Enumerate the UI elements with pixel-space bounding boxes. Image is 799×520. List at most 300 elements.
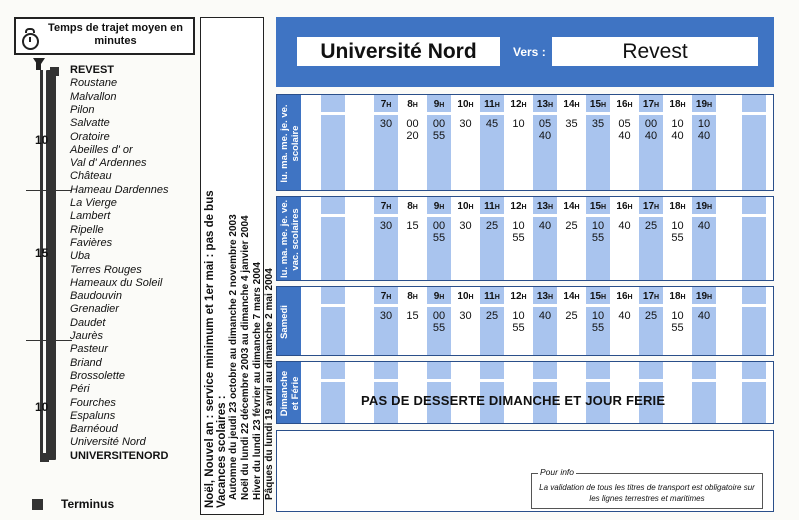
notes-line: Vacances scolaires : bbox=[216, 395, 228, 508]
hour-suffix: H bbox=[494, 102, 500, 109]
hour-suffix: H bbox=[548, 204, 554, 211]
hour-label bbox=[454, 201, 478, 212]
tick-top bbox=[36, 62, 41, 70]
hour-suffix: H bbox=[386, 102, 392, 109]
hour-suffix: H bbox=[468, 102, 474, 109]
info-label: Pour info bbox=[540, 467, 575, 477]
edge-column bbox=[321, 287, 345, 355]
stop-name: Lambert bbox=[70, 210, 111, 223]
notes-line: Noël du lundi 22 décembre 2003 au dimanche 4 janvier 2004 bbox=[240, 215, 251, 500]
minute-value: 35 bbox=[591, 118, 605, 130]
minute-value: 30 bbox=[459, 220, 472, 232]
stop-name: Espaluns bbox=[70, 409, 116, 422]
stop-name: Université Nord bbox=[70, 436, 146, 449]
stop-name: Baudouvin bbox=[70, 290, 122, 303]
minute-value: 15 bbox=[406, 310, 419, 322]
minute-value: 10 bbox=[591, 220, 605, 232]
hour-number: 13 bbox=[536, 201, 549, 212]
schedule-day-text bbox=[279, 99, 301, 188]
hour-number: 15 bbox=[589, 201, 602, 212]
info-box bbox=[531, 467, 763, 509]
stop-name: Briand bbox=[70, 356, 102, 369]
hour-suffix: H bbox=[521, 294, 527, 301]
stop-name: Favières bbox=[70, 236, 113, 249]
hour-suffix: H bbox=[412, 204, 418, 211]
departure-minutes bbox=[586, 310, 610, 334]
stop-name: Brossolette bbox=[70, 369, 126, 382]
departure-minutes bbox=[480, 118, 504, 130]
hour-suffix: H bbox=[654, 294, 660, 301]
departure-minutes bbox=[613, 310, 637, 322]
hour-suffix: H bbox=[548, 102, 554, 109]
hour-suffix: H bbox=[680, 102, 686, 109]
minute-value: 25 bbox=[485, 220, 499, 232]
stop-name: Uba bbox=[70, 250, 91, 263]
minute-value: 15 bbox=[406, 220, 419, 232]
hour-number: 9 bbox=[433, 291, 440, 302]
travel-time-title: Temps de trajet moyen en minutes bbox=[48, 22, 183, 47]
stop-name: Grenadier bbox=[70, 303, 119, 316]
segment-minutes: 15 bbox=[35, 246, 49, 260]
departure-minutes bbox=[401, 310, 425, 322]
hour-label bbox=[613, 291, 637, 302]
hour-suffix: H bbox=[468, 294, 474, 301]
departure-minutes bbox=[533, 220, 557, 232]
minute-value: 40 bbox=[538, 130, 552, 142]
hour-number: 12 bbox=[510, 201, 522, 212]
hour-suffix: H bbox=[627, 102, 633, 109]
hour-number: 12 bbox=[510, 99, 522, 110]
hour-label bbox=[454, 291, 478, 302]
hour-label bbox=[427, 99, 451, 110]
edge-column bbox=[742, 95, 766, 190]
travel-time-box bbox=[14, 17, 195, 55]
hour-number: 15 bbox=[589, 99, 602, 110]
hour-label bbox=[586, 291, 610, 302]
schedule-day-label bbox=[277, 287, 301, 355]
hour-number: 10 bbox=[457, 291, 469, 302]
hour-label bbox=[666, 201, 690, 212]
day-line: Dimanche bbox=[279, 370, 290, 417]
hour-suffix: H bbox=[494, 204, 500, 211]
hour-suffix: H bbox=[386, 294, 392, 301]
schedule-day-text bbox=[279, 291, 290, 353]
stop-name: REVEST bbox=[70, 64, 115, 76]
hour-label bbox=[586, 99, 610, 110]
day-line: Samedi bbox=[279, 305, 290, 339]
hour-suffix: H bbox=[627, 294, 633, 301]
departure-minutes bbox=[374, 310, 398, 322]
hour-number: 19 bbox=[695, 201, 708, 212]
departure-minutes bbox=[401, 118, 425, 142]
hour-suffix: H bbox=[601, 204, 607, 211]
hour-number: 17 bbox=[642, 201, 655, 212]
departure-minutes bbox=[586, 118, 610, 130]
schedule-panel bbox=[276, 361, 774, 424]
departure-minutes bbox=[639, 118, 663, 142]
hour-label bbox=[427, 291, 451, 302]
hour-suffix: H bbox=[439, 102, 445, 109]
hour-separator bbox=[301, 214, 773, 217]
minute-value: 25 bbox=[565, 310, 578, 322]
terminus-start-square bbox=[50, 67, 59, 76]
schedule-day-text bbox=[279, 366, 301, 421]
minute-value: 10 bbox=[697, 118, 711, 130]
schedule-panel bbox=[276, 196, 774, 281]
hour-number: 13 bbox=[536, 99, 549, 110]
minute-value: 10 bbox=[512, 310, 525, 322]
minute-value: 40 bbox=[538, 220, 552, 232]
departure-minutes bbox=[427, 220, 451, 244]
departure-minutes bbox=[454, 220, 478, 232]
minute-value: 55 bbox=[671, 232, 684, 244]
hour-number: 19 bbox=[695, 291, 708, 302]
hour-label bbox=[401, 291, 425, 302]
minute-value: 00 bbox=[406, 118, 419, 130]
hour-label bbox=[507, 99, 531, 110]
minute-value: 10 bbox=[671, 310, 684, 322]
minute-value: 55 bbox=[591, 322, 605, 334]
hour-label bbox=[533, 291, 557, 302]
minute-value: 30 bbox=[379, 220, 393, 232]
stop-name: Malvallon bbox=[70, 90, 117, 103]
hour-label bbox=[639, 99, 663, 110]
hour-label bbox=[374, 201, 398, 212]
edge-column bbox=[742, 287, 766, 355]
departure-minutes bbox=[639, 310, 663, 322]
hour-number: 11 bbox=[484, 99, 495, 110]
hour-suffix: H bbox=[601, 294, 607, 301]
minute-value: 10 bbox=[671, 220, 684, 232]
clock-icon bbox=[22, 33, 39, 50]
departure-minutes bbox=[692, 310, 716, 322]
hour-label bbox=[560, 291, 584, 302]
minute-value: 55 bbox=[432, 322, 446, 334]
hour-number: 10 bbox=[457, 201, 469, 212]
stop-name: Château bbox=[70, 170, 112, 183]
hour-suffix: H bbox=[680, 204, 686, 211]
notes-line: Automne du jeudi 23 octobre au dimanche 2 novembre 2003 bbox=[228, 214, 239, 500]
hour-number: 8 bbox=[407, 291, 413, 302]
stop-name: Ripelle bbox=[70, 223, 104, 236]
hour-label bbox=[639, 201, 663, 212]
departure-minutes bbox=[401, 220, 425, 232]
minute-value: 55 bbox=[512, 232, 525, 244]
hour-label bbox=[613, 99, 637, 110]
minute-value: 40 bbox=[671, 130, 684, 142]
hour-suffix: H bbox=[439, 204, 445, 211]
minute-value: 40 bbox=[618, 220, 631, 232]
stop-name: UNIVERSITENORD bbox=[70, 449, 169, 462]
minute-value: 00 bbox=[432, 310, 446, 322]
minute-value: 25 bbox=[485, 310, 499, 322]
departure-minutes bbox=[666, 310, 690, 334]
hour-suffix: H bbox=[412, 294, 418, 301]
stop-name: Daudet bbox=[70, 316, 106, 329]
period-line: et Férie bbox=[290, 376, 301, 411]
hour-label bbox=[560, 99, 584, 110]
origin-name: Université Nord bbox=[297, 37, 500, 66]
minute-value: 10 bbox=[671, 118, 684, 130]
schedule-day-label bbox=[277, 197, 301, 280]
stop-name: Oratoire bbox=[70, 130, 110, 143]
day-line: lu. ma. me. je. ve. bbox=[279, 199, 290, 278]
departure-minutes bbox=[613, 220, 637, 232]
minute-value: 30 bbox=[459, 310, 472, 322]
departure-minutes bbox=[613, 118, 637, 142]
hour-number: 10 bbox=[457, 99, 469, 110]
hour-number: 17 bbox=[642, 291, 655, 302]
minute-value: 40 bbox=[697, 220, 711, 232]
hour-number: 16 bbox=[616, 99, 628, 110]
no-service-message: PAS DE DESSERTE DIMANCHE ET JOUR FERIE bbox=[361, 393, 666, 408]
stop-name: Hameaux du Soleil bbox=[70, 276, 163, 289]
stop-name: Péri bbox=[70, 383, 90, 396]
segment-minutes: 10 bbox=[35, 133, 49, 147]
departure-minutes bbox=[692, 220, 716, 232]
hour-label bbox=[507, 291, 531, 302]
departure-minutes bbox=[480, 220, 504, 232]
hour-number: 18 bbox=[669, 99, 681, 110]
edge-column bbox=[321, 362, 345, 423]
day-line: lu. ma. me. je. ve. bbox=[279, 104, 290, 183]
info-text: La validation de tous les titres de transport est obligatoire sur les lignes terrestres et maritimes bbox=[539, 483, 755, 503]
hour-suffix: H bbox=[627, 204, 633, 211]
schedule-day-text bbox=[279, 201, 301, 278]
hour-suffix: H bbox=[707, 294, 713, 301]
minute-value: 00 bbox=[644, 118, 658, 130]
minute-value: 55 bbox=[671, 322, 684, 334]
hour-label bbox=[692, 99, 716, 110]
hour-separator bbox=[301, 379, 773, 382]
stop-name: Fourches bbox=[70, 396, 116, 409]
departure-minutes bbox=[533, 310, 557, 322]
departure-minutes bbox=[480, 310, 504, 322]
hour-suffix: H bbox=[680, 294, 686, 301]
departure-minutes bbox=[586, 220, 610, 244]
vers-label: Vers : bbox=[513, 45, 546, 59]
hour-label bbox=[692, 291, 716, 302]
hour-number: 7 bbox=[380, 201, 387, 212]
hour-number: 15 bbox=[589, 291, 602, 302]
hour-suffix: H bbox=[386, 204, 392, 211]
hour-label bbox=[401, 99, 425, 110]
schedule-day-label bbox=[277, 362, 301, 423]
hour-label bbox=[586, 201, 610, 212]
hour-suffix: H bbox=[707, 204, 713, 211]
hour-number: 19 bbox=[695, 99, 708, 110]
minute-value: 45 bbox=[485, 118, 499, 130]
departure-minutes bbox=[560, 220, 584, 232]
hour-label bbox=[666, 99, 690, 110]
minute-value: 10 bbox=[591, 310, 605, 322]
departure-minutes bbox=[507, 310, 531, 334]
notes-line: Hiver du lundi 23 février au dimanche 7 mars 2004 bbox=[252, 262, 263, 500]
hour-label bbox=[533, 201, 557, 212]
segment-minutes: 10 bbox=[35, 400, 49, 414]
stop-name: Roustane bbox=[70, 77, 118, 90]
hour-label bbox=[560, 201, 584, 212]
minute-value: 00 bbox=[432, 220, 446, 232]
departure-minutes bbox=[692, 118, 716, 142]
hour-number: 12 bbox=[510, 291, 522, 302]
hour-number: 11 bbox=[484, 201, 495, 212]
departure-minutes bbox=[507, 220, 531, 244]
hour-suffix: H bbox=[439, 294, 445, 301]
notes-line: Noël, Nouvel an : service minimum et 1er mai : pas de bus bbox=[204, 190, 216, 508]
hour-suffix: H bbox=[574, 204, 580, 211]
stop-name: Abeilles d' or bbox=[70, 143, 133, 156]
terminus-legend-square bbox=[32, 499, 43, 510]
hour-number: 11 bbox=[484, 291, 495, 302]
hour-number: 8 bbox=[407, 201, 413, 212]
hour-label bbox=[613, 201, 637, 212]
hour-suffix: H bbox=[654, 102, 660, 109]
minute-value: 30 bbox=[379, 118, 393, 130]
hour-suffix: H bbox=[601, 102, 607, 109]
minute-value: 30 bbox=[379, 310, 393, 322]
hour-suffix: H bbox=[494, 294, 500, 301]
minute-value: 35 bbox=[565, 118, 578, 130]
notes-line: Pâques du lundi 19 avril au dimanche 2 mai 2004 bbox=[264, 268, 275, 500]
departure-minutes bbox=[560, 310, 584, 322]
minute-value: 30 bbox=[459, 118, 472, 130]
hour-number: 16 bbox=[616, 201, 628, 212]
hour-suffix: H bbox=[654, 204, 660, 211]
hour-number: 17 bbox=[642, 99, 655, 110]
hour-label bbox=[692, 201, 716, 212]
minute-value: 05 bbox=[538, 118, 552, 130]
minute-value: 10 bbox=[512, 220, 525, 232]
stop-name: Barnéoud bbox=[70, 423, 118, 436]
hour-number: 9 bbox=[433, 201, 440, 212]
minute-value: 55 bbox=[512, 322, 525, 334]
hour-label bbox=[401, 201, 425, 212]
hour-label bbox=[507, 201, 531, 212]
hour-suffix: H bbox=[574, 102, 580, 109]
stop-name: Hameau Dardennes bbox=[70, 183, 169, 196]
edge-column bbox=[321, 95, 345, 190]
hour-label bbox=[480, 201, 504, 212]
hour-suffix: H bbox=[707, 102, 713, 109]
hour-number: 16 bbox=[616, 291, 628, 302]
hour-suffix: H bbox=[468, 204, 474, 211]
departure-minutes bbox=[427, 118, 451, 142]
minute-value: 40 bbox=[618, 310, 631, 322]
segment-divider bbox=[26, 190, 72, 191]
hour-number: 13 bbox=[536, 291, 549, 302]
hour-label bbox=[454, 99, 478, 110]
stop-name: Pasteur bbox=[70, 343, 108, 356]
schedule-day-label bbox=[277, 95, 301, 190]
hour-number: 7 bbox=[380, 99, 387, 110]
hour-number: 14 bbox=[563, 201, 575, 212]
hour-label bbox=[480, 99, 504, 110]
stop-name: Salvatte bbox=[70, 117, 110, 130]
stop-name: Terres Rouges bbox=[70, 263, 142, 276]
departure-minutes bbox=[374, 118, 398, 130]
hour-label bbox=[427, 201, 451, 212]
hour-suffix: H bbox=[548, 294, 554, 301]
minute-value: 40 bbox=[538, 310, 552, 322]
period-line: scolaire bbox=[290, 125, 301, 162]
minute-value: 25 bbox=[644, 310, 658, 322]
route-line-left bbox=[40, 70, 43, 455]
hour-label bbox=[639, 291, 663, 302]
hour-label bbox=[480, 291, 504, 302]
minute-value: 10 bbox=[512, 118, 525, 130]
hour-number: 8 bbox=[407, 99, 413, 110]
minute-value: 55 bbox=[432, 232, 446, 244]
minute-value: 20 bbox=[406, 130, 419, 142]
hour-suffix: H bbox=[574, 294, 580, 301]
departure-minutes bbox=[560, 118, 584, 130]
minute-value: 40 bbox=[618, 130, 631, 142]
departure-minutes bbox=[666, 220, 690, 244]
hour-separator bbox=[301, 112, 773, 115]
stop-name: Val d' Ardennes bbox=[70, 157, 147, 170]
departure-minutes bbox=[427, 310, 451, 334]
departure-minutes bbox=[666, 118, 690, 142]
minute-value: 40 bbox=[644, 130, 658, 142]
period-line: vac. scolaires bbox=[290, 208, 301, 271]
schedule-panel bbox=[276, 286, 774, 356]
hour-number: 9 bbox=[433, 99, 440, 110]
stop-name: Jaurès bbox=[70, 330, 104, 342]
hour-label bbox=[374, 99, 398, 110]
hour-number: 18 bbox=[669, 201, 681, 212]
hour-suffix: H bbox=[521, 102, 527, 109]
hour-column-shade bbox=[692, 362, 716, 423]
schedule-panel bbox=[276, 94, 774, 191]
minute-value: 05 bbox=[618, 118, 631, 130]
holiday-notes bbox=[204, 28, 276, 508]
minute-value: 25 bbox=[644, 220, 658, 232]
minute-value: 55 bbox=[432, 130, 446, 142]
edge-column bbox=[742, 362, 766, 423]
minute-value: 55 bbox=[591, 232, 605, 244]
segment-divider bbox=[26, 340, 72, 341]
departure-minutes bbox=[454, 310, 478, 322]
terminus-label: Terminus bbox=[61, 497, 115, 511]
departure-minutes bbox=[533, 118, 557, 142]
minute-value: 40 bbox=[697, 310, 711, 322]
stop-name: Pilon bbox=[70, 103, 95, 116]
stop-name: La Vierge bbox=[70, 197, 117, 209]
hour-number: 14 bbox=[563, 99, 575, 110]
hour-number: 14 bbox=[563, 291, 575, 302]
destination-name: Revest bbox=[552, 37, 758, 66]
hour-separator bbox=[301, 304, 773, 307]
departure-minutes bbox=[639, 220, 663, 232]
hour-number: 7 bbox=[380, 291, 387, 302]
edge-column bbox=[742, 197, 766, 280]
minute-value: 25 bbox=[565, 220, 578, 232]
hour-label bbox=[666, 291, 690, 302]
hour-suffix: H bbox=[521, 204, 527, 211]
minute-value: 00 bbox=[432, 118, 446, 130]
departure-minutes bbox=[374, 220, 398, 232]
departure-minutes bbox=[507, 118, 531, 130]
hour-label bbox=[533, 99, 557, 110]
route-header bbox=[276, 17, 774, 87]
edge-column bbox=[321, 197, 345, 280]
hour-label bbox=[374, 291, 398, 302]
hour-suffix: H bbox=[412, 102, 418, 109]
departure-minutes bbox=[454, 118, 478, 130]
minute-value: 40 bbox=[697, 130, 711, 142]
hour-number: 18 bbox=[669, 291, 681, 302]
